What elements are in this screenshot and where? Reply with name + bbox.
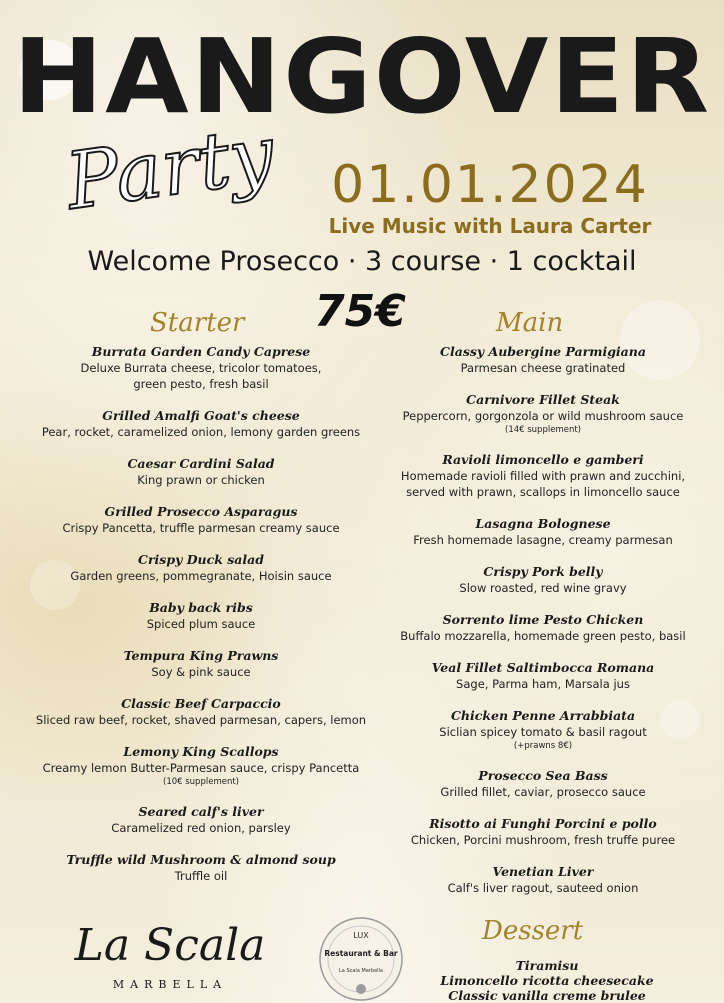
menu-item xyxy=(370,516,716,548)
menu-item-note: (10€ supplement) xyxy=(163,777,239,787)
menu-item xyxy=(370,612,716,644)
award-main: Restaurant & Bar xyxy=(324,949,398,958)
menu-item xyxy=(20,648,382,680)
menu-item xyxy=(20,456,382,488)
menu-item xyxy=(20,744,382,788)
menu-item-name: Grilled Amalfi Goat's cheese xyxy=(102,408,300,423)
event-date: 01.01.2024 xyxy=(331,155,649,215)
main-list xyxy=(370,344,716,912)
menu-item-name: Tempura King Prawns xyxy=(123,648,279,663)
dessert-item: Tiramisu xyxy=(515,958,579,973)
menu-item-name: Crispy Duck salad xyxy=(138,552,264,567)
menu-item-description: Peppercorn, gorgonzola or wild mushroom sauce xyxy=(402,409,684,423)
menu-item-description: Pear, rocket, caramelized onion, lemony garden greens xyxy=(41,425,361,439)
menu-item-description: Grilled fillet, caviar, prosecco sauce xyxy=(440,785,646,799)
menu-item xyxy=(370,708,716,752)
menu-item-note: (14€ supplement) xyxy=(505,425,581,435)
menu-item-description: Creamy lemon Butter-Parmesan sauce, crispy Pancetta xyxy=(42,761,360,775)
menu-item-name: Risotto ai Funghi Porcini e pollo xyxy=(429,816,657,831)
menu-item xyxy=(20,696,382,728)
menu-item xyxy=(370,864,716,896)
starter-list xyxy=(20,344,382,900)
menu-item xyxy=(370,452,716,500)
menu-item-description: Soy & pink sauce xyxy=(151,665,251,679)
menu-item-name: Sorrento lime Pesto Chicken xyxy=(442,612,644,627)
menu-item xyxy=(370,768,716,800)
menu-item xyxy=(20,804,382,836)
party-script-title: Party xyxy=(60,109,280,228)
menu-item-description: Spiced plum sauce xyxy=(146,617,256,631)
menu-item xyxy=(370,564,716,596)
event-title: HANGOVER xyxy=(12,18,712,137)
menu-item xyxy=(20,600,382,632)
dessert-heading: Dessert xyxy=(482,916,584,946)
menu-item-name: Ravioli limoncello e gamberi xyxy=(442,452,644,467)
menu-item xyxy=(20,852,382,884)
menu-item-name: Seared calf's liver xyxy=(138,804,264,819)
menu-item-description: Chicken, Porcini mushroom, fresh truffe puree xyxy=(410,833,676,847)
menu-item-name: Burrata Garden Candy Caprese xyxy=(91,344,311,359)
menu-item-description: Deluxe Burrata cheese, tricolor tomatoes, xyxy=(80,361,322,375)
starter-heading: Starter xyxy=(150,308,245,338)
main-heading: Main xyxy=(496,308,564,338)
menu-item-name: Grilled Prosecco Asparagus xyxy=(104,504,298,519)
menu-item-name: Chicken Penne Arrabbiata xyxy=(450,708,636,723)
dessert-list xyxy=(392,958,702,1003)
menu-item-name: Baby back ribs xyxy=(149,600,253,615)
menu-item xyxy=(20,344,382,392)
menu-item xyxy=(370,816,716,848)
award-sub: La Scala Marbella xyxy=(339,968,383,974)
menu-item xyxy=(20,408,382,440)
menu-item-name: Lemony King Scallops xyxy=(123,744,279,759)
menu-item xyxy=(370,344,716,376)
menu-item xyxy=(370,392,716,436)
menu-item-description: served with prawn, scallops in limoncello sauce xyxy=(406,485,680,499)
menu-item-description: Slow roasted, red wine gravy xyxy=(459,581,627,595)
menu-item-name: Carnivore Fillet Steak xyxy=(466,392,620,407)
menu-item-description: King prawn or chicken xyxy=(137,473,265,487)
menu-item-name: Crispy Pork belly xyxy=(483,564,603,579)
menu-item-name: Caesar Cardini Salad xyxy=(127,456,275,471)
menu-item-description: Sliced raw beef, rocket, shaved parmesan, capers, lemon xyxy=(35,713,367,727)
menu-item-description: Calf's liver ragout, sauteed onion xyxy=(447,881,639,895)
menu-item-description: green pesto, fresh basil xyxy=(133,377,269,391)
menu-item-name: Veal Fillet Saltimbocca Romana xyxy=(431,660,655,675)
menu-item-description: Caramelized red onion, parsley xyxy=(111,821,291,835)
menu-item-description: Garden greens, pommegranate, Hoisin sauce xyxy=(70,569,332,583)
logo-city: MARBELLA xyxy=(112,978,228,991)
dessert-item: Classic vanilla creme brulee xyxy=(448,988,646,1003)
menu-item-name: Lasagna Bolognese xyxy=(475,516,611,531)
menu-item-description: Parmesan cheese gratinated xyxy=(460,361,626,375)
menu-item-note: (+prawns 8€) xyxy=(513,741,573,751)
menu-item xyxy=(20,504,382,536)
menu-item-description: Crispy Pancetta, truffle parmesan creamy sauce xyxy=(62,521,340,535)
menu-item-description: Fresh homemade lasagne, creamy parmesan xyxy=(413,533,673,547)
logo-name: La Scala xyxy=(74,920,266,971)
offer-line: Welcome Prosecco · 3 course · 1 cocktail xyxy=(87,246,637,277)
menu-item xyxy=(20,552,382,584)
menu-item-name: Prosecco Sea Bass xyxy=(478,768,608,783)
menu-item xyxy=(370,660,716,692)
menu-item-description: Siclian spicey tomato & basil ragout xyxy=(439,725,647,739)
menu-item-description: Truffle oil xyxy=(174,869,228,883)
dessert-item: Limoncello ricotta cheesecake xyxy=(440,973,654,988)
award-top: LUX xyxy=(353,931,369,940)
menu-item-name: Venetian Liver xyxy=(492,864,594,879)
menu-item-name: Truffle wild Mushroom & almond soup xyxy=(66,852,336,867)
menu-item-description: Sage, Parma ham, Marsala jus xyxy=(456,677,630,691)
live-music-line: Live Music with Laura Carter xyxy=(328,214,652,238)
menu-item-description: Homemade ravioli filled with prawn and zucchini, xyxy=(400,469,686,483)
menu-item-description: Buffalo mozzarella, homemade green pesto, basil xyxy=(400,629,686,643)
menu-item-name: Classy Aubergine Parmigiana xyxy=(440,344,646,359)
menu-item-name: Classic Beef Carpaccio xyxy=(121,696,281,711)
menu-price: 75€ xyxy=(314,286,406,337)
restaurant-logo xyxy=(40,920,300,991)
